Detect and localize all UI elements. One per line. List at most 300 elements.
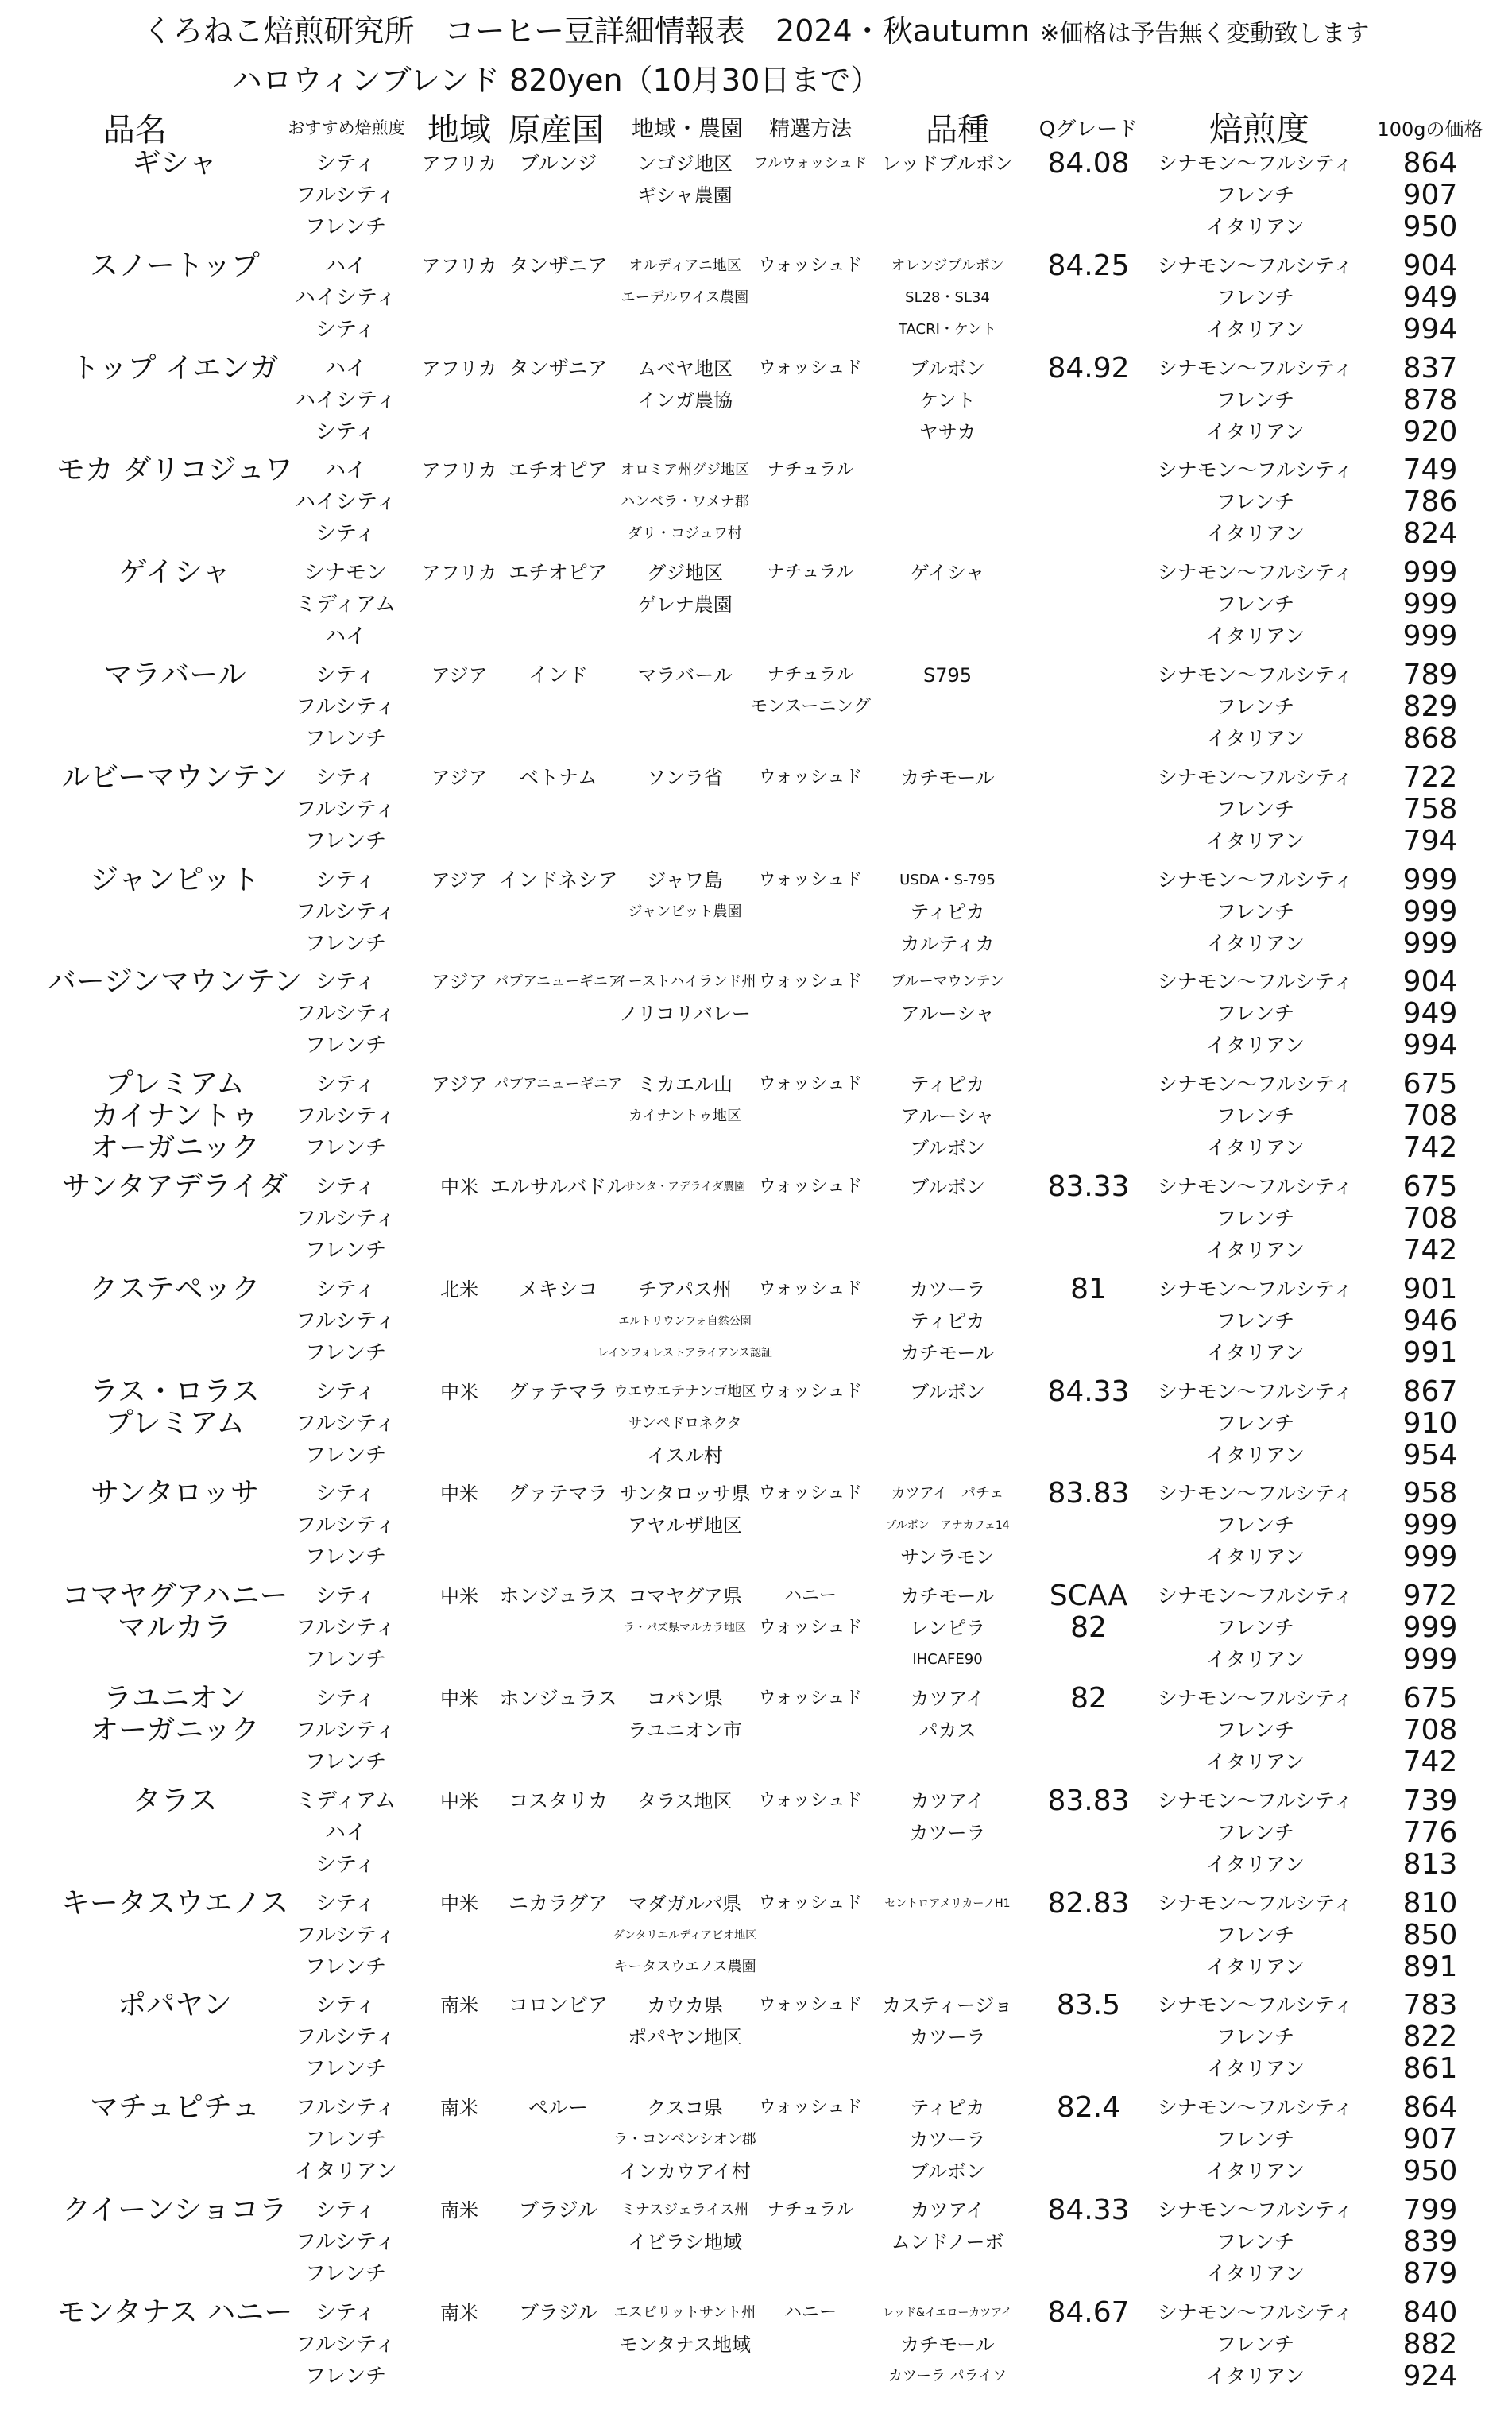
roast-level: フレンチ xyxy=(1216,1309,1295,1332)
price: 850 xyxy=(1402,1918,1458,1951)
region: 北米 xyxy=(440,1278,478,1301)
product-row xyxy=(0,1274,1512,1376)
farm: オルディアニ地区 xyxy=(628,257,741,274)
recommended-roast: ハイ xyxy=(324,625,366,649)
product-row xyxy=(0,762,1512,864)
roast-level: フレンチ xyxy=(1216,2332,1295,2356)
price: 794 xyxy=(1402,824,1458,857)
process: ウォッシュド xyxy=(758,1893,863,1913)
process-cell xyxy=(759,2092,862,2124)
roast-level: シナモン〜フルシティ xyxy=(1157,1073,1354,1096)
variety-cell xyxy=(866,2092,1029,2187)
roast-level: フレンチ xyxy=(1216,490,1295,514)
roast-level: シナモン〜フルシティ xyxy=(1157,356,1354,380)
price: 708 xyxy=(1402,1201,1458,1235)
process: ウォッシュド xyxy=(758,1074,863,1095)
recommended-roast: ハイシティ xyxy=(295,388,396,412)
region-cell xyxy=(420,1683,499,1715)
region-cell xyxy=(420,1580,499,1612)
qgrade-cell xyxy=(1033,1580,1144,1644)
variety: カツアイ xyxy=(910,2199,985,2222)
recommended-roast: フルシティ xyxy=(295,1002,396,1027)
variety-cell xyxy=(866,2195,1029,2258)
recommended-roast-cell xyxy=(270,1785,421,1881)
product-row xyxy=(0,250,1512,353)
price: 879 xyxy=(1402,2257,1458,2290)
product-row xyxy=(0,1171,1512,1274)
product-row xyxy=(0,1683,1512,1785)
price: 776 xyxy=(1402,1816,1458,1849)
roast-level-cell xyxy=(1152,557,1359,652)
product-row xyxy=(0,353,1512,455)
country: ブラジル xyxy=(518,2198,598,2222)
variety-cell xyxy=(866,762,1029,794)
price: 868 xyxy=(1402,721,1458,755)
qgrade: 83.33 xyxy=(1047,1170,1130,1203)
farm: エスピリットサント州 xyxy=(613,2303,756,2321)
roast-level: イタリアン xyxy=(1205,931,1305,955)
product-row xyxy=(0,1069,1512,1171)
country-cell xyxy=(493,1069,623,1100)
roast-level: イタリアン xyxy=(1205,1238,1305,1262)
price-cell xyxy=(1375,762,1486,857)
product-name: トップ イエンガ xyxy=(71,351,279,385)
country-cell xyxy=(501,2195,616,2226)
product-name-cell xyxy=(48,1785,302,1817)
roast-level: フレンチ xyxy=(1216,184,1295,207)
recommended-roast: シティ xyxy=(315,1584,376,1609)
price: 950 xyxy=(1402,2155,1458,2188)
variety: カツアイ xyxy=(910,1789,985,1812)
variety-cell xyxy=(866,2297,1029,2392)
variety: カツーラ パライソ xyxy=(887,2367,1007,2384)
region-cell xyxy=(420,1376,499,1408)
product-row xyxy=(0,864,1512,967)
recommended-roast: シティ xyxy=(315,420,376,444)
variety: カルティカ xyxy=(900,932,995,955)
price-cell xyxy=(1375,864,1486,960)
roast-level: シナモン〜フルシティ xyxy=(1157,1482,1354,1506)
process-cell xyxy=(759,1478,862,1510)
country: ニカラグア xyxy=(508,1891,608,1915)
product-name-cell xyxy=(48,1580,302,1644)
product-name: タラス xyxy=(132,1784,218,1817)
recommended-roast: フルシティ xyxy=(295,2229,396,2254)
region-cell xyxy=(420,454,499,486)
roast-level: イタリアン xyxy=(1205,829,1305,853)
country: ペルー xyxy=(528,2096,588,2120)
farm-cell xyxy=(613,1069,756,1132)
roast-level: イタリアン xyxy=(1205,317,1305,341)
price: 920 xyxy=(1402,415,1458,448)
product-name: サンタアデライダ xyxy=(62,1170,288,1203)
recommended-roast: フレンチ xyxy=(304,2261,387,2286)
product-name-cell xyxy=(48,966,302,998)
farm-cell xyxy=(613,1888,756,1983)
region-cell xyxy=(420,148,499,180)
farm: キータスウエノス農園 xyxy=(613,1958,756,1975)
price-cell xyxy=(1375,659,1486,755)
process: ウォッシュド xyxy=(758,972,863,992)
roast-level: フレンチ xyxy=(1216,1514,1295,1537)
country-cell xyxy=(501,353,616,385)
variety: ブルボン xyxy=(909,1175,986,1198)
recommended-roast: フレンチ xyxy=(304,1648,387,1673)
country-cell xyxy=(501,1478,616,1510)
price: 742 xyxy=(1402,1745,1458,1778)
roast-level-cell xyxy=(1152,2297,1359,2392)
country: エチオピア xyxy=(509,458,608,482)
recommended-roast: フレンチ xyxy=(304,1136,387,1161)
farm: エルトリウンフォ自然公園 xyxy=(618,1314,752,1328)
roast-level: シナモン〜フルシティ xyxy=(1157,1994,1354,2017)
region: 南米 xyxy=(440,2097,478,2120)
farm: ソンラ省 xyxy=(647,766,723,789)
price: 904 xyxy=(1402,249,1458,282)
price: 708 xyxy=(1402,1100,1458,1133)
recommended-roast: ハイ xyxy=(324,458,366,483)
recommended-roast: フルシティ xyxy=(295,1411,396,1436)
qgrade-cell xyxy=(1033,2297,1144,2329)
region-cell xyxy=(420,659,499,691)
country-cell xyxy=(501,1785,616,1817)
recommended-roast: シティ xyxy=(315,1852,376,1877)
farm: クスコ県 xyxy=(647,2097,723,2120)
country-cell xyxy=(498,864,618,896)
roast-level: フレンチ xyxy=(1216,2128,1295,2152)
product-row xyxy=(0,2092,1512,2195)
roast-level-cell xyxy=(1152,1888,1359,1983)
region-cell xyxy=(420,1888,499,1920)
recommended-roast-cell xyxy=(270,1990,421,2085)
header-process: 精選方法 xyxy=(768,117,852,141)
country-cell xyxy=(501,1683,616,1715)
process: ウォッシュド xyxy=(758,767,863,787)
recommended-roast: フルシティ xyxy=(295,1104,396,1129)
roast-level-cell xyxy=(1152,1274,1359,1369)
price: 867 xyxy=(1402,1375,1458,1408)
farm: サンタロッサ県 xyxy=(619,1483,751,1506)
roast-level: シナモン〜フルシティ xyxy=(1157,868,1354,891)
variety-cell xyxy=(866,1274,1029,1369)
header-qgrade: Qグレード xyxy=(1038,117,1139,141)
variety-cell xyxy=(866,1069,1029,1164)
variety: SL28・SL34 xyxy=(905,288,990,306)
recommended-roast-cell xyxy=(270,1683,421,1778)
region-cell xyxy=(420,2297,499,2329)
recommended-roast: シティ xyxy=(315,1482,376,1506)
roast-level-cell xyxy=(1152,1785,1359,1881)
price-cell xyxy=(1375,148,1486,243)
product-name: マチュピチュ xyxy=(90,2091,260,2125)
farm: ノリコリバレー xyxy=(619,1003,751,1026)
price-cell xyxy=(1375,1785,1486,1881)
variety: カツーラ xyxy=(909,1278,986,1301)
price: 882 xyxy=(1402,2327,1458,2361)
farm: ラ・パズ県マルカラ地区 xyxy=(624,1622,746,1635)
variety: ティピカ xyxy=(910,1309,985,1332)
product-name: オーガニック xyxy=(90,1713,260,1746)
variety: ゲイシャ xyxy=(910,562,985,585)
recommended-roast: シティ xyxy=(315,2300,376,2325)
farm-cell xyxy=(613,1478,756,1541)
farm: ミカエル山 xyxy=(637,1073,733,1096)
variety: ブルボン xyxy=(909,357,986,380)
price-cell xyxy=(1375,1580,1486,1676)
farm: イビラシ地域 xyxy=(628,2230,742,2253)
header-farm: 地域・農園 xyxy=(631,115,743,141)
product-row xyxy=(0,1785,1512,1888)
recommended-roast: フルシティ xyxy=(295,1206,396,1231)
roast-level: イタリアン xyxy=(1205,2261,1305,2285)
price: 675 xyxy=(1402,1068,1458,1101)
region-cell xyxy=(420,557,499,589)
process: ウォッシュド xyxy=(758,1995,863,2016)
product-name: プレミアム xyxy=(104,1068,246,1101)
recommended-roast-cell xyxy=(270,2092,421,2187)
process: ハニー xyxy=(783,1586,837,1607)
price: 839 xyxy=(1402,2225,1458,2258)
region: アフリカ xyxy=(421,254,497,277)
country: メキシコ xyxy=(518,1277,598,1301)
roast-level: フレンチ xyxy=(1216,1411,1295,1435)
country-cell xyxy=(501,454,616,486)
product-name-cell xyxy=(48,557,302,589)
farm: ゲレナ農園 xyxy=(637,594,733,617)
variety-cell xyxy=(866,557,1029,589)
roast-level: シナモン〜フルシティ xyxy=(1157,765,1354,789)
price-cell xyxy=(1375,1274,1486,1369)
price: 958 xyxy=(1402,1477,1458,1510)
price: 999 xyxy=(1402,556,1458,590)
roast-level: シナモン〜フルシティ xyxy=(1157,1789,1354,1812)
qgrade: 82.83 xyxy=(1047,1886,1130,1920)
recommended-roast: シティ xyxy=(315,1891,376,1916)
recommended-roast: フレンチ xyxy=(304,1443,387,1468)
variety: USDA・S-795 xyxy=(899,871,996,888)
price-cell xyxy=(1375,1171,1486,1267)
variety-cell xyxy=(866,1171,1029,1203)
recommended-roast: フルシティ xyxy=(295,1514,396,1538)
roast-level: フレンチ xyxy=(1216,1616,1295,1640)
roast-level: フレンチ xyxy=(1216,797,1295,821)
country: エルサルバドル xyxy=(489,1174,627,1198)
variety: カチモール xyxy=(900,1585,995,1608)
farm: インガ農協 xyxy=(637,389,733,412)
price: 799 xyxy=(1402,2193,1458,2226)
recommended-roast: シティ xyxy=(315,1379,376,1404)
farm-cell xyxy=(613,1785,756,1817)
farm: タラス地区 xyxy=(637,1789,733,1812)
price: 742 xyxy=(1402,1233,1458,1267)
roast-level: イタリアン xyxy=(1205,1750,1305,1773)
country: ブルンジ xyxy=(519,152,597,175)
price-change-note: ※価格は予告無く変動致します xyxy=(1039,20,1370,48)
variety: アルーシャ xyxy=(900,1105,995,1128)
country: ホンジュラス xyxy=(499,1584,617,1608)
recommended-roast: フルシティ xyxy=(295,1718,396,1742)
roast-level: イタリアン xyxy=(1205,2364,1305,2388)
country-cell xyxy=(501,659,616,691)
variety-cell xyxy=(866,353,1029,448)
qgrade-cell xyxy=(1033,1683,1144,1715)
variety: ブルボン xyxy=(909,1137,986,1160)
qgrade: 82.4 xyxy=(1056,2091,1121,2125)
roast-level-cell xyxy=(1152,1376,1359,1471)
product-row xyxy=(0,454,1512,557)
product-name: モカ ダリコジュワ xyxy=(56,454,293,487)
qgrade: 84.25 xyxy=(1047,249,1130,282)
roast-level: シナモン〜フルシティ xyxy=(1157,1891,1354,1915)
country-cell xyxy=(501,148,616,180)
product-name-cell xyxy=(48,454,302,486)
product-name-cell xyxy=(48,1171,302,1203)
farm: インカウアイ村 xyxy=(619,2160,751,2183)
qgrade: 84.08 xyxy=(1047,147,1130,180)
header-roast: 焙煎度 xyxy=(1208,110,1309,149)
variety: レンピラ xyxy=(909,1617,986,1640)
country-cell xyxy=(501,2297,616,2329)
recommended-roast: シティ xyxy=(315,1277,376,1301)
product-name-cell xyxy=(48,1888,302,1920)
region-cell xyxy=(420,250,499,282)
roast-level: シナモン〜フルシティ xyxy=(1157,970,1354,994)
price: 864 xyxy=(1402,147,1458,180)
roast-level: シナモン〜フルシティ xyxy=(1157,1379,1354,1403)
roast-level: フレンチ xyxy=(1216,593,1295,617)
farm: レインフォレストアライアンス認証 xyxy=(597,1346,772,1359)
farm: サンタ・アデライダ農園 xyxy=(624,1180,746,1193)
recommended-roast: シティ xyxy=(315,2198,376,2222)
variety: セントロアメリカーノH1 xyxy=(884,1897,1011,1910)
product-row xyxy=(0,1990,1512,2092)
recommended-roast: シティ xyxy=(315,970,376,995)
farm-cell xyxy=(613,1580,756,1644)
price: 907 xyxy=(1402,179,1458,211)
roast-level: イタリアン xyxy=(1205,726,1305,750)
price: 786 xyxy=(1402,485,1458,519)
farm: ジャンピット農園 xyxy=(628,903,742,920)
process: ハニー xyxy=(783,2302,837,2322)
product-name-cell xyxy=(48,2297,302,2329)
variety-cell xyxy=(866,1990,1029,2053)
product-name: ギシャ xyxy=(132,147,218,180)
variety: パカス xyxy=(918,1719,976,1742)
price: 789 xyxy=(1402,658,1458,691)
farm: モンタナス地域 xyxy=(618,2333,752,2356)
recommended-roast: フレンチ xyxy=(304,215,387,239)
price: 822 xyxy=(1402,2021,1458,2054)
recommended-roast: フレンチ xyxy=(304,726,387,751)
region-cell xyxy=(420,1171,499,1203)
process: モンスーニング xyxy=(750,696,871,717)
recommended-roast-cell xyxy=(270,454,421,550)
product-row xyxy=(0,1478,1512,1580)
price: 813 xyxy=(1402,1847,1458,1881)
variety-cell xyxy=(866,1785,1029,1849)
roast-level-cell xyxy=(1152,864,1359,960)
price: 999 xyxy=(1402,926,1458,960)
price-cell xyxy=(1375,2297,1486,2392)
price: 837 xyxy=(1402,351,1458,385)
process-cell xyxy=(759,1683,862,1715)
recommended-roast: フレンチ xyxy=(304,1238,387,1263)
process: ウォッシュド xyxy=(758,1176,863,1197)
roast-level: シナモン〜フルシティ xyxy=(1157,1686,1354,1710)
variety: オレンジブルボン xyxy=(891,257,1004,274)
product-name-cell xyxy=(48,1376,302,1440)
process: ウォッシュド xyxy=(758,1618,863,1638)
price-cell xyxy=(1375,966,1486,1062)
product-name-cell xyxy=(48,659,302,691)
product-name: クイーンショコラ xyxy=(62,2193,288,2226)
roast-level-cell xyxy=(1152,353,1359,448)
farm: サンペドロネクタ xyxy=(628,1414,742,1432)
qgrade-cell xyxy=(1033,1478,1144,1510)
country-cell xyxy=(489,1171,627,1203)
product-name: ルビーマウンテン xyxy=(61,760,288,794)
roast-level: シナモン〜フルシティ xyxy=(1157,2300,1354,2324)
farm-cell xyxy=(613,353,756,416)
price-cell xyxy=(1375,557,1486,652)
recommended-roast: ハイ xyxy=(324,1820,366,1845)
roast-level-cell xyxy=(1152,2092,1359,2187)
recommended-roast: フレンチ xyxy=(304,931,387,956)
process-cell xyxy=(759,2297,862,2329)
recommended-roast: フレンチ xyxy=(304,1750,387,1774)
product-row xyxy=(0,2297,1512,2400)
variety: レッドブルボン xyxy=(881,153,1014,175)
price: 949 xyxy=(1402,280,1458,314)
price: 840 xyxy=(1402,2295,1458,2329)
roast-level: フレンチ xyxy=(1216,1923,1295,1947)
price: 861 xyxy=(1402,2052,1458,2086)
country-cell xyxy=(501,1376,616,1408)
qgrade-cell xyxy=(1033,148,1144,180)
recommended-roast: フレンチ xyxy=(304,1955,387,1979)
farm-cell xyxy=(613,2297,756,2361)
roast-level-cell xyxy=(1152,966,1359,1062)
roast-level: シナモン〜フルシティ xyxy=(1157,1584,1354,1608)
region: 中米 xyxy=(440,1892,478,1915)
farm: カウカ県 xyxy=(647,1994,723,2017)
qgrade-cell xyxy=(1033,250,1144,282)
roast-level: イタリアン xyxy=(1205,1545,1305,1569)
farm-cell xyxy=(613,1171,756,1203)
price: 901 xyxy=(1402,1272,1458,1305)
product-name-cell xyxy=(48,2092,302,2124)
country-cell xyxy=(501,1274,616,1305)
country: エチオピア xyxy=(509,561,608,585)
recommended-roast: フレンチ xyxy=(304,829,387,853)
process-cell xyxy=(759,966,862,998)
variety-cell xyxy=(866,1683,1029,1746)
product-table xyxy=(0,148,1512,2400)
roast-level: イタリアン xyxy=(1205,420,1305,443)
roast-level: イタリアン xyxy=(1205,625,1305,648)
roast-level: イタリアン xyxy=(1205,1443,1305,1467)
header-recommended-roast: おすすめ焙煎度 xyxy=(288,118,405,137)
price: 675 xyxy=(1402,1170,1458,1203)
farm: エーデルワイス農園 xyxy=(621,288,749,306)
process-cell xyxy=(759,1376,862,1408)
region: 南米 xyxy=(440,2199,478,2222)
process-cell xyxy=(759,557,862,589)
region-cell xyxy=(420,762,499,794)
region: アジア xyxy=(431,971,488,994)
variety: ブルボン xyxy=(909,2160,986,2183)
roast-level-cell xyxy=(1152,2195,1359,2290)
